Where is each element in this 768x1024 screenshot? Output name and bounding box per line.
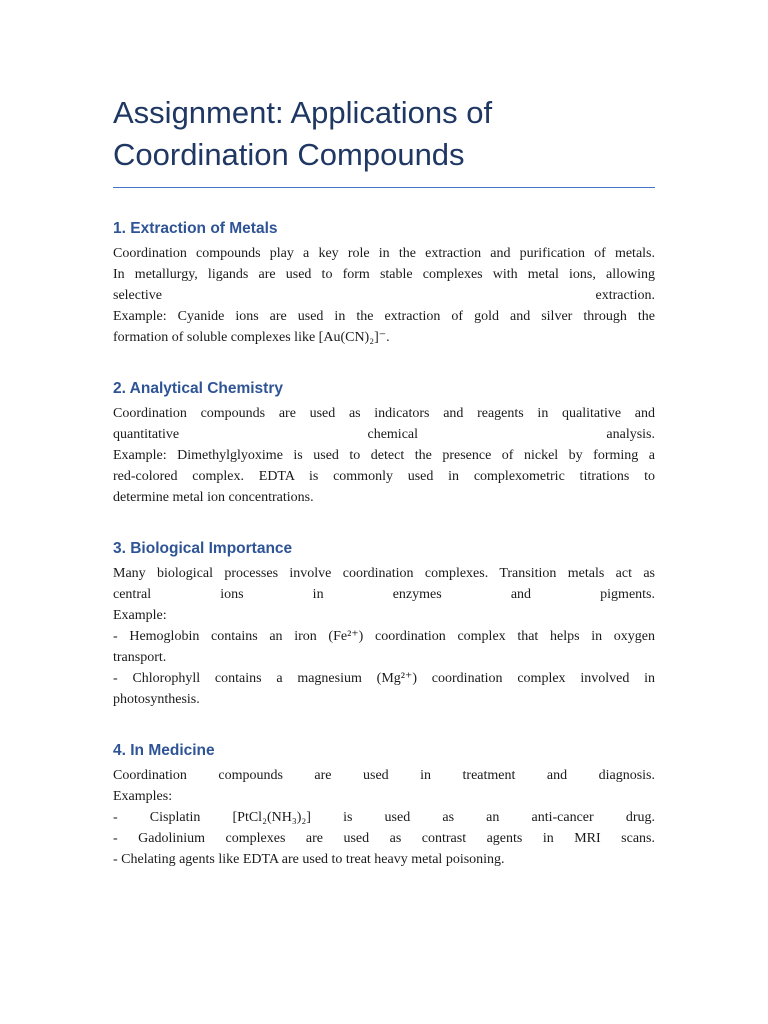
text-line: - Gadolinium complexes are used as contrast agents in MRI scans. — [113, 831, 655, 846]
text-line: Coordination compounds are used in treatment and diagnosis. — [113, 768, 655, 783]
section-body — [113, 403, 655, 508]
section-analytical-chemistry — [113, 378, 655, 508]
title-underline — [113, 187, 655, 188]
text-line: - Hemoglobin contains an iron (Fe²⁺) coordination complex that helps in oxygen — [113, 629, 655, 644]
text-line: - Chelating agents like EDTA are used to treat heavy metal poisoning. — [113, 852, 505, 867]
text-line: central ions in enzymes and pigments. — [113, 587, 655, 602]
document-page — [113, 92, 655, 870]
text-line: Example: — [113, 608, 167, 623]
text-line: selective extraction. — [113, 288, 655, 303]
text-line: - Chlorophyll contains a magnesium (Mg²⁺) coordination complex involved in — [113, 671, 655, 686]
text-line: Examples: — [113, 789, 173, 804]
text-line: determine metal ion concentrations. — [113, 490, 314, 505]
text-line: - Cisplatin [PtCl₂(NH₃)₂] is used as an anti-cancer drug. — [113, 810, 655, 825]
section-biological-importance — [113, 538, 655, 710]
section-heading: 2. Analytical Chemistry — [113, 380, 283, 397]
section-heading: 1. Extraction of Metals — [113, 220, 278, 237]
text-line: transport. — [113, 650, 167, 665]
text-line: red-colored complex. EDTA is commonly used in complexometric titrations to — [113, 469, 655, 484]
text-line: Example: Dimethylglyoxime is used to detect the presence of nickel by forming a — [113, 448, 655, 463]
text-line: In metallurgy, ligands are used to form stable complexes with metal ions, allowing — [113, 267, 655, 282]
text-line: formation of soluble complexes like [Au(CN)₂]⁻. — [113, 330, 390, 345]
text-line: photosynthesis. — [113, 692, 200, 707]
text-line: Coordination compounds are used as indicators and reagents in qualitative and — [113, 406, 655, 421]
text-line: quantitative chemical analysis. — [113, 427, 655, 442]
text-line: Coordination compounds play a key role in the extraction and purification of metals. — [113, 246, 655, 261]
section-in-medicine — [113, 740, 655, 870]
section-body — [113, 243, 655, 348]
section-body — [113, 563, 655, 710]
section-heading: 4. In Medicine — [113, 742, 215, 759]
text-line: Many biological processes involve coordination complexes. Transition metals act as — [113, 566, 655, 581]
section-body — [113, 765, 655, 870]
title-line-2: Coordination Compounds — [113, 137, 465, 172]
title-line-1: Assignment: Applications of — [113, 95, 493, 130]
section-extraction-of-metals — [113, 218, 655, 348]
section-heading: 3. Biological Importance — [113, 540, 293, 557]
document-title — [113, 92, 655, 176]
text-line: Example: Cyanide ions are used in the extraction of gold and silver through the — [113, 309, 655, 324]
